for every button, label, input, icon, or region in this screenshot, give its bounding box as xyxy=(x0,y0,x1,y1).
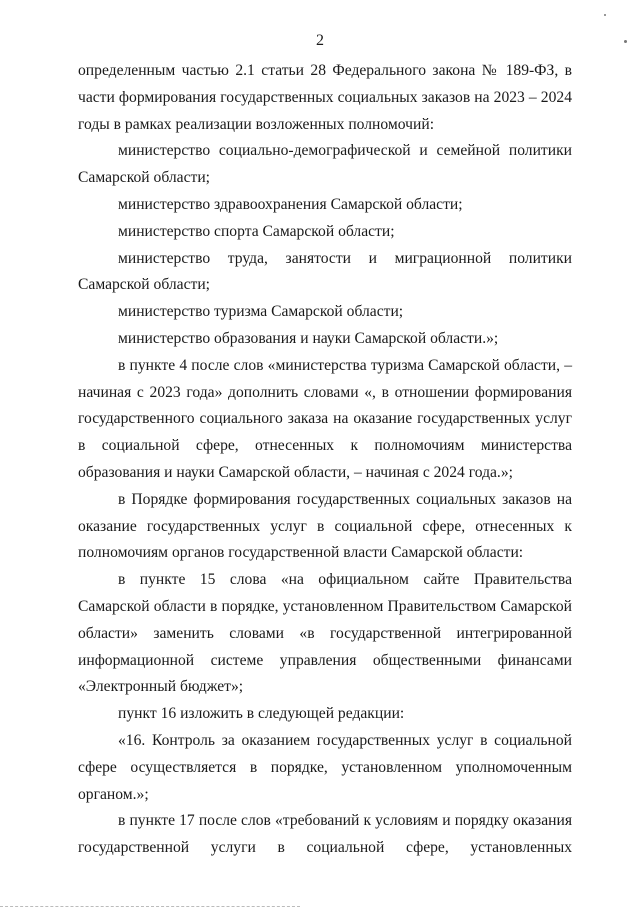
paragraph: министерство здравоохранения Самарской области; xyxy=(118,195,463,213)
paragraph: в пункте 17 после слов «требований к условиям и порядку оказания государственной услуги в социальной сфере, установленных xyxy=(78,812,572,857)
scan-speck xyxy=(604,14,606,16)
paragraph: министерство спорта Самарской области; xyxy=(118,222,395,240)
page-number: 2 xyxy=(316,32,324,49)
paragraph: «16. Контроль за оказанием государственных услуг в социальной сфере осуществляется в порядке, установленном уполномоченным органом.»; xyxy=(78,731,572,803)
paragraph: определенным частью 2.1 статьи 28 Федерального закона № 189-ФЗ, в части формирования государственных социальных заказов на 2023 – 2024 годы в рамках реализации возложенных полномочий: xyxy=(78,62,572,133)
paragraph: министерство туризма Самарской области; xyxy=(118,303,404,321)
paragraph: министерство социально-демографической и семейной политики Самарской области; xyxy=(78,142,572,187)
document-body xyxy=(78,58,572,862)
paragraph: министерство труда, занятости и миграционной политики Самарской области; xyxy=(78,249,572,294)
paragraph: в пункте 15 слова «на официальном сайте Правительства Самарской области в порядке, установленном Правительством Самарской области» заменить словами «в государственной интегрированной информационной системе управления общественными финансами «Электронный бюджет»; xyxy=(78,571,572,696)
scan-speck xyxy=(624,40,627,43)
paragraph: пункт 16 изложить в следующей редакции: xyxy=(118,705,405,723)
paragraph: в Порядке формирования государственных социальных заказов на оказание государственных услуг в социальной сфере, отнесенных к полномочиям органов государственной власти Самарской области: xyxy=(78,490,572,562)
paragraph: министерство образования и науки Самарской области.»; xyxy=(118,329,499,347)
scan-edge-line xyxy=(0,906,300,908)
paragraph: в пункте 4 после слов «министерства туризма Самарской области, – начиная с 2023 года» дополнить словами «, в отношении формирования государственного социального заказа на оказание государственных услуг в социальной сфере, отнесенных к полномочиям министерства образования и науки Самарской области, – начиная с 2024 года.»; xyxy=(78,356,572,481)
